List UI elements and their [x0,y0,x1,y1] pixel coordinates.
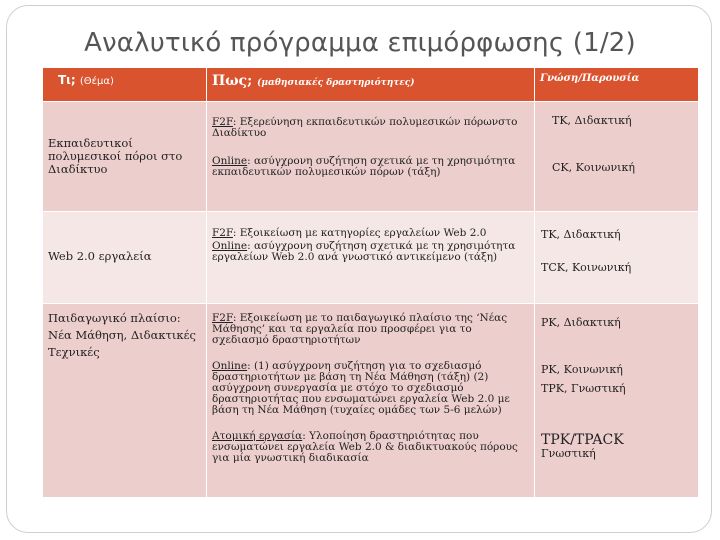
topic-cell [43,304,207,498]
table-row [43,212,699,304]
table-row [43,102,699,212]
topic-cell [43,102,207,212]
activity-text: : Εξοικείωση με το παιδαγωγικό πλαίσιο της ‘Νέας Μάθησης’ και τα εργαλεία που προσφέρει για το σχεδιασμό δραστηριοτήτων [212,312,508,346]
activity-label: Ατομική εργασία [212,430,303,442]
activities-cell [207,102,535,212]
activity-text: : Υλοποίηση δραστηριότητας που ενσωματώνει εργαλεία Web 2.0 & διαδικτυακούς πόρους για μία γνωστική διαδικασία [212,430,518,464]
header-what-label: Τι; [58,73,76,87]
topic-text: Παιδαγωγικό πλαίσιο: Νέα Μάθηση, Διδακτικές Τεχνικές [48,311,196,359]
knowledge-item: PK, Διδακτική [541,316,621,329]
activity-label: F2F [212,312,233,324]
header-what-sub: (Θέμα) [79,76,114,87]
knowledge-item: TCK, Κοινωνική [541,261,632,274]
knowledge-cell [535,304,699,498]
table-header-row [43,68,699,102]
activity-online [212,361,528,416]
knowledge-cell [535,212,699,304]
knowledge-item: TPK/TPACK [541,432,624,448]
activity-label: Online [212,240,248,252]
activity-label: F2F [212,227,233,239]
topic-text: Εκπαιδευτικοί πολυμεσικοί πόροι στο Διαδίκτυο [48,136,183,176]
knowledge-item: Γνωστική [541,447,596,460]
slide-title: Αναλυτικό πρόγραμμα επιμόρφωσης (1/2) [84,28,636,58]
activity-online [212,156,528,178]
header-how-label: Πως; [212,73,253,89]
activity-text: : ασύγχρονη συζήτηση σχετικά με τη χρησιμότητα εκπαιδευτικών πολυμεσικών πόρων (τάξη) [212,155,516,178]
knowledge-item: PK, Κοινωνική [541,363,623,376]
header-how [207,68,535,102]
activity-text: : Εξερεύνηση εκπαιδευτικών πολυμεσικών πόρωνστο Διαδίκτυο [212,116,518,139]
activity-f2f [212,228,528,239]
knowledge-item: TK, Διδακτική [552,114,632,127]
knowledge-cell [535,102,699,212]
activity-text: : ασύγχρονη συζήτηση σχετικά με τη χρησιμότητα εργαλείων Web 2.0 ανά γνωστικό αντικείμενο (τάξη) [212,240,516,263]
table-row [43,304,699,498]
knowledge-item: TK, Διδακτική [541,228,621,241]
activity-text: : Εξοικείωση με κατηγορίες εργαλείων Web 2.0 [232,227,487,239]
header-how-sub: (μαθησιακές δραστηριότητες) [257,78,415,88]
activities-cell [207,304,535,498]
activity-label: Online [212,360,248,372]
activity-f2f [212,313,528,346]
activity-label: Online [212,155,248,167]
activity-label: F2F [212,116,233,128]
header-what [43,68,207,102]
activities-cell [207,212,535,304]
activity-f2f [212,117,528,139]
header-knowledge: Γνώση/Παρουσία [535,68,699,102]
knowledge-item: TPK, Γνωστική [541,382,626,395]
topic-cell [43,212,207,304]
knowledge-item: CK, Κοινωνική [552,161,635,174]
topic-text: Web 2.0 εργαλεία [48,249,152,263]
program-table [42,67,699,498]
activity-individual [212,431,528,464]
activity-text: : (1) ασύγχρονη συζήτηση για το σχεδιασμό δραστηριοτήτων με βάση τη Νέα Μάθηση (τάξη) (2) ασύγχρονη συνεργασία με στόχο το σχεδιασμό δραστηριοτήτας που ενσωματώνει εργαλεία Web 2.0 με βάση τη Νέα Μάθηση (τυχαίες ομάδες των 5-6 μελών) [212,360,510,416]
activity-online [212,241,528,263]
